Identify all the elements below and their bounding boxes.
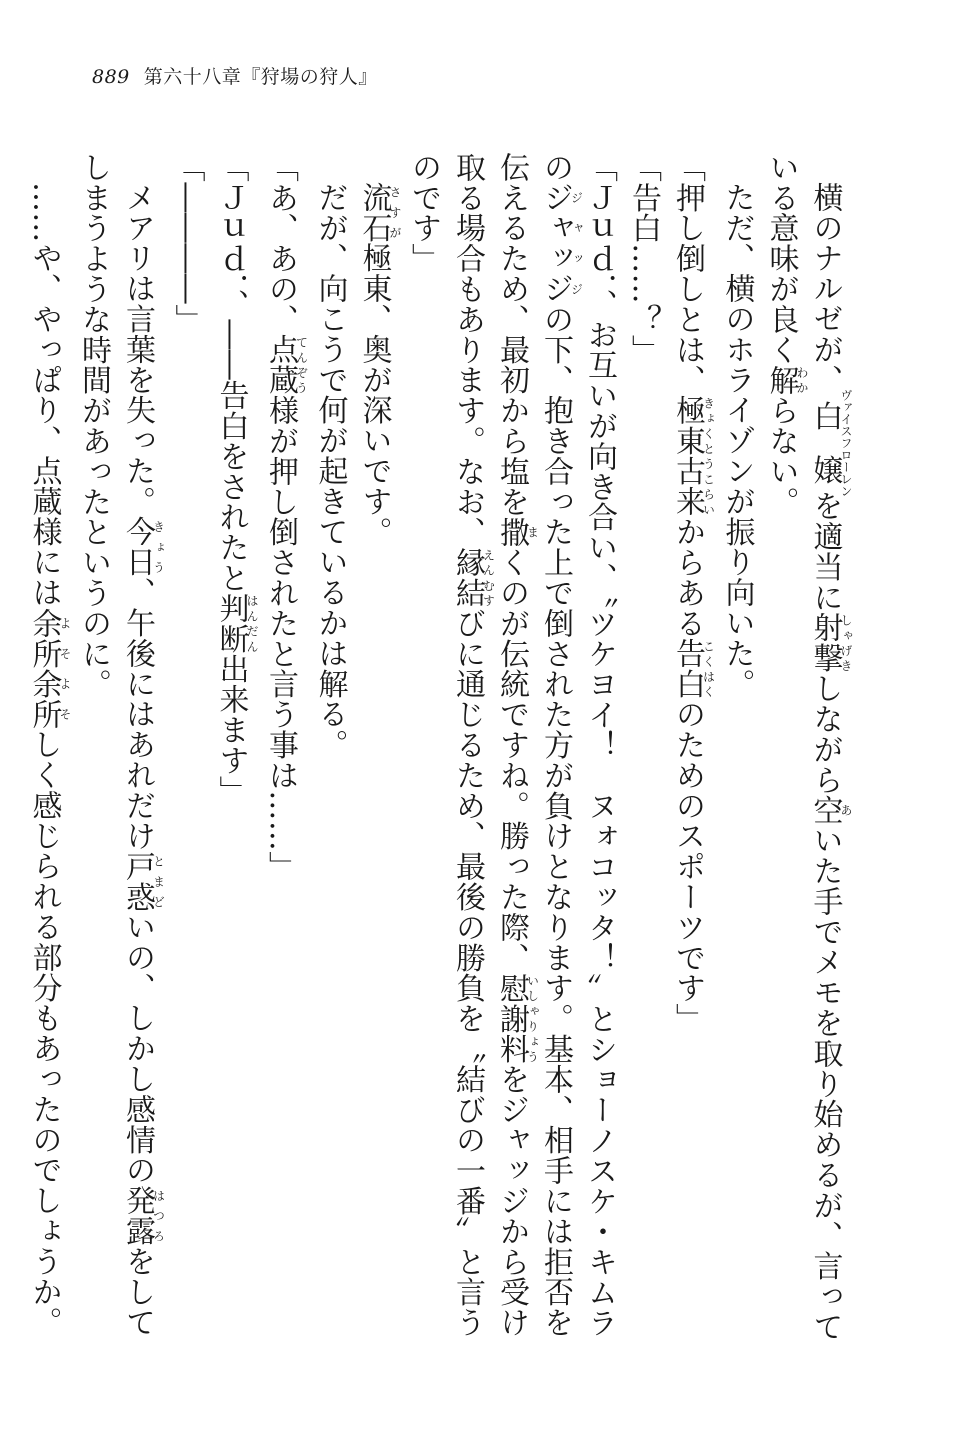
ruby-annotated-word (494, 972, 540, 1065)
ruby-annotated-word (450, 547, 496, 609)
text-run: ただ、横のホライゾンが振り向いた。 (719, 182, 755, 699)
ruby-base: 発露 (120, 1185, 155, 1247)
text-run: 様が押し倒されたと言う事は……」 (263, 395, 298, 882)
ruby-annotated-word (120, 850, 166, 912)
text-run: 「Ｊｕｄ．、――告白をされたと (213, 152, 249, 593)
ruby-annotated-word (120, 516, 166, 578)
text-run: をジャッジから受け取る場合もあります。なお、 (450, 152, 529, 1338)
ruby-reading: さすが (388, 182, 402, 243)
ruby-base: 撒 (494, 516, 529, 548)
ruby-reading: よそよそ (58, 607, 72, 730)
ruby-base: 射撃 (807, 612, 843, 674)
text-run: 「あ、あの、 (263, 152, 298, 335)
paragraph (352, 152, 402, 1352)
ruby-base: 判断 (213, 593, 249, 654)
paragraph (165, 152, 209, 1352)
ruby-annotated-word (670, 395, 716, 517)
ruby-reading: いしゃりょう (525, 972, 540, 1065)
text-run: の下、抱き合った上で倒された方が負けとなります。基本、相手には拒否を伝えるため、最初から塩を (494, 152, 573, 1338)
paragraph (22, 152, 72, 1352)
ruby-base: 空 (807, 794, 843, 826)
paragraph (258, 152, 308, 1352)
ruby-annotated-word (120, 1185, 166, 1247)
ruby-reading: えんむす (481, 547, 496, 608)
ruby-annotated-word (807, 612, 853, 674)
ruby-reading: ジャッジ (569, 182, 584, 304)
ruby-base: 縁結 (450, 547, 485, 609)
ruby-base: 極東古来 (670, 395, 705, 517)
text-run: しながら (807, 673, 843, 795)
paragraph (401, 152, 621, 1352)
ruby-base: 点蔵 (263, 334, 298, 396)
text-run: 「Ｊｕｄ．、お互いが向き合い、〝ツケヨイ！ ヌォコッタ！〟とショーノスケ・キムラの (538, 152, 617, 1338)
body-text (26, 152, 853, 1352)
text-run: をしてしまうような時間があったというのに。 (76, 152, 155, 1338)
text-run: いた手でメモを取り始めるが、言っている意味が良く (763, 152, 843, 1343)
ruby-reading: てんぞう (294, 334, 309, 396)
ruby-base: ジャッジ (538, 182, 573, 305)
text-run: だが、向こうで何が起きているかは解る。 (312, 182, 348, 760)
ruby-annotated-word (494, 516, 540, 548)
paragraph (71, 152, 165, 1352)
ruby-reading: しゃげき (839, 612, 853, 674)
ruby-reading: きょう (151, 516, 166, 578)
ruby-base: 白嬢 (807, 388, 843, 497)
text-run: くのが伝統ですね。勝った際、 (494, 547, 529, 973)
text-run: 「告白……？」 (626, 152, 661, 365)
ruby-reading: はつろ (151, 1185, 166, 1247)
ruby-reading: ま (525, 516, 540, 548)
running-head (92, 62, 378, 89)
ruby-annotated-word (538, 182, 584, 305)
text-run: 、午後にはあれだけ (120, 577, 155, 851)
ruby-annotated-word (263, 334, 309, 396)
text-run: しく感じられる部分もあったのでしょうか。 (26, 729, 62, 1338)
chapter-title: 第六十八章『狩場の狩人』 (143, 66, 378, 88)
text-run: らない。 (763, 395, 799, 517)
ruby-base: 告白 (670, 638, 705, 700)
ruby-base: 流石 (356, 182, 392, 243)
text-run: 「――――」 (169, 152, 205, 335)
ruby-reading: わか (795, 364, 809, 396)
ruby-annotated-word (26, 607, 72, 730)
ruby-base: 戸惑 (120, 850, 155, 912)
paragraph (715, 152, 759, 1352)
ruby-base: 解 (763, 364, 799, 396)
page-number: 889 (92, 66, 130, 88)
paragraph (665, 152, 715, 1352)
text-run: 「押し倒しとは、 (670, 152, 705, 396)
ruby-reading: ヴァイスフローレン (839, 388, 853, 497)
ruby-annotated-word (807, 794, 853, 826)
paragraph (621, 152, 665, 1352)
ruby-annotated-word (807, 388, 853, 497)
text-run: 出来ます」 (213, 653, 249, 806)
text-run: いの、しかし感情の (120, 911, 155, 1186)
text-run: 極東、奥が深いです。 (356, 242, 392, 547)
text-run: メアリは言葉を失った。 (120, 182, 155, 517)
ruby-base: 余所余所 (26, 607, 62, 730)
text-run: びに通じるため、最後の勝負を〝結びの一番〟と言うのです」 (406, 152, 485, 1338)
ruby-annotated-word (213, 593, 259, 654)
ruby-annotated-word (670, 638, 716, 700)
paragraph (759, 152, 853, 1352)
ruby-reading: きょくとうこらい (701, 395, 716, 517)
text-run: 横のナルゼが、 (807, 182, 843, 395)
ruby-reading: こくはく (701, 638, 716, 700)
paragraph (308, 152, 352, 1352)
ruby-reading: はんだん (245, 593, 259, 654)
text-run: のためのスポーツです」 (670, 699, 705, 1034)
paragraph (209, 152, 259, 1352)
ruby-annotated-word (763, 364, 809, 396)
ruby-base: 今日 (120, 516, 155, 578)
text-run: からある (670, 516, 705, 639)
ruby-reading: あ (839, 794, 853, 826)
ruby-base: 慰謝料 (494, 972, 529, 1065)
text-run: ……や、やっぱり、点蔵様には (26, 182, 62, 608)
ruby-reading: とまど (151, 850, 166, 912)
text-run: を適当に (807, 490, 843, 613)
ruby-annotated-word (356, 182, 402, 243)
